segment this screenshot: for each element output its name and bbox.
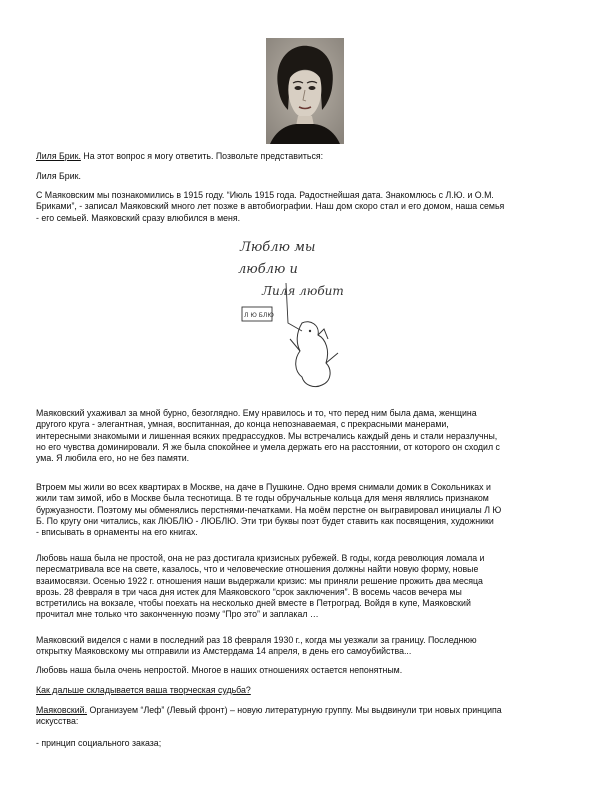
sketch-line-3: Лиля любит [262, 284, 344, 298]
signature-line: Лиля Брик. [36, 171, 81, 181]
portrait-photo [266, 38, 344, 144]
paragraph-3: Втроем мы жили во всех квартирах в Москве, на даче в Пушкине. Одно время снимали домик в Сокольниках и жили там зимой, ибо в Москве была теснотища. В те годы обручальные кольца для меня являлись признаком буржуазности. Поэтому мы обменялись перстнями-печатками. На моём перстне он выгравировал инициалы Л Ю Б. По кругу они читались, как ЛЮБЛЮ - ЛЮБЛЮ. Эти три буквы поэт будет ставить как посвящения, художники - вписывать в орнаменты на его книгах. [36, 482, 502, 538]
ring-inscription: Л Ю БЛЮ [244, 312, 274, 319]
paragraph-4: Любовь наша была не простой, она не раз достигала кризисных рубежей. В годы, когда революция ломала и пересматривала все на свете, казалось, что и человеческие отношения должны найти новую форму, новые взаимосвязи. Осенью 1922 г. отношения наши выдержали кризис: мы приняли решение прожить два месяца врозь. 28 февраля в три часа дня истек для Маяковского “срок заключения”. В восемь часов вечера мы встретились на вокзале, чтобы поехать на несколько дней вместе в Петроград. Войдя в купе, Маяковский прочитал мне только что законченную поэму “Про это” и заплакал … [36, 553, 485, 620]
paragraph-5: Маяковский виделся с нами в последний раз 18 февраля 1930 г., когда мы уезжали за границу. Последнюю открытку Маяковскому мы отправили из Амстердама 14 апреля, в день его самоубийства... [36, 635, 477, 657]
intro-line [36, 151, 574, 162]
question-link[interactable]: Как дальше складывается ваша творческая судьба? [36, 685, 251, 695]
paragraph-2: Маяковский ухаживал за мной бурно, безоглядно. Ему нравилось и то, что перед ним была дама, женщина другого круга - элегантная, умная, воспитанная, до конца непознаваемая, с прекрасными манерами, интересными знакомыми и лишенная всяких предрассудков. Мы встречались каждый день и стали неразлучны, но его чувства доминировали. Я же была спокойнее и умела держать его на расстоянии, от которого он сходил с ума. Я любила его, но не без памяти. [36, 408, 500, 464]
sketch-line-1: Люблю мы [240, 240, 316, 255]
reply-speaker[interactable]: Маяковский. [36, 705, 88, 715]
reply-text: Организуем “Леф” (Левый фронт) – новую литературную группу. Мы выдвинули три новых принципа искусства: [36, 705, 502, 727]
intro-text: На этот вопрос я могу ответить. Позвольте представиться: [80, 151, 324, 161]
bullet-1: - принцип социального заказа; [36, 738, 162, 748]
speaker-name[interactable]: Лиля Брик. [36, 151, 81, 161]
reply-paragraph [36, 705, 574, 728]
paragraph-1: С Маяковским мы познакомились в 1915 году. “Июль 1915 года. Радостнейшая дата. Знакомлюсь с Л.Ю. и О.М. Бриками”, - записал Маяковский много лет позже в автобиографии. Наш дом скоро стал и его домом, наша семья - его семьей. Маяковский сразу влюбился в меня. [36, 190, 505, 223]
sketch-line-2: люблю и [238, 262, 298, 277]
handwritten-sketch [228, 235, 384, 395]
paragraph-6: Любовь наша была очень непростой. Многое в наших отношениях остается непонятным. [36, 665, 403, 675]
